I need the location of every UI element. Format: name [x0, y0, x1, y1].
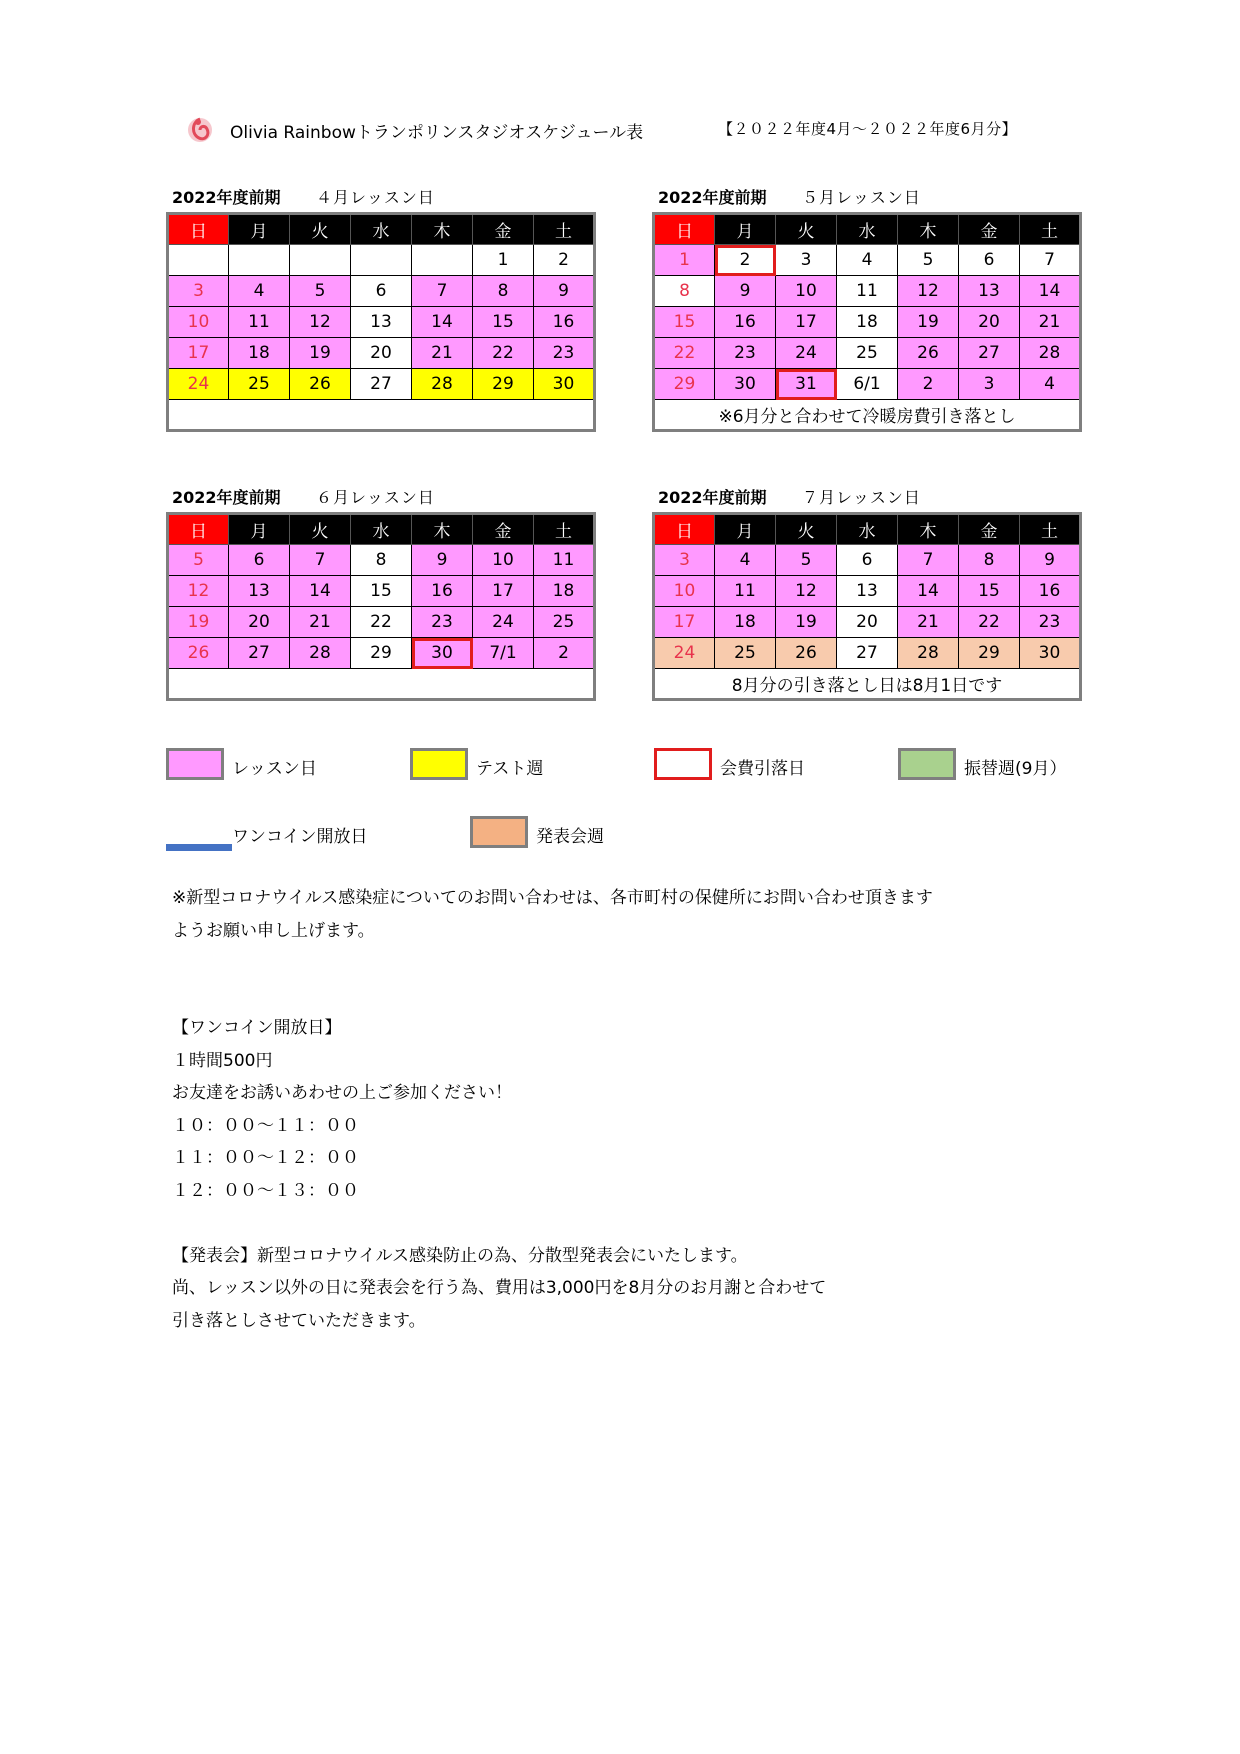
page-title: Olivia Rainbowトランポリンスタジオスケジュール表 — [230, 123, 644, 143]
calendar-day-cell: 13 — [351, 307, 412, 338]
calendar-day-cell — [290, 245, 351, 276]
calendar-week-row — [168, 245, 595, 276]
calendar-day-cell — [351, 245, 412, 276]
weekday-header: 土 — [534, 514, 595, 545]
calendar-day-cell: 18 — [837, 307, 898, 338]
recital-line-3: 引き落としさせていただきます。 — [172, 1310, 426, 1331]
calendar-day-cell: 20 — [959, 307, 1020, 338]
calendar-june — [166, 482, 596, 701]
calendar-day-cell: 9 — [1020, 545, 1081, 576]
weekday-header: 水 — [351, 214, 412, 245]
calendar-day-cell: 19 — [290, 338, 351, 369]
calendar-day-cell: 9 — [412, 545, 473, 576]
calendar-day-cell: 3 — [959, 369, 1020, 400]
calendar-day-cell: 8 — [473, 276, 534, 307]
weekday-header: 日 — [168, 214, 229, 245]
calendar-day-cell: 17 — [168, 338, 229, 369]
weekday-header: 水 — [837, 514, 898, 545]
weekday-header: 火 — [290, 214, 351, 245]
calendar-day-cell: 8 — [654, 276, 715, 307]
weekday-header: 日 — [654, 514, 715, 545]
calendar-day-cell: 16 — [412, 576, 473, 607]
notice-text — [172, 882, 1072, 1337]
calendar-day-cell: 29 — [959, 638, 1020, 669]
calendar-day-cell: 26 — [898, 338, 959, 369]
calendar-day-cell: 28 — [290, 638, 351, 669]
calendar-day-cell: 24 — [168, 369, 229, 400]
calendar-day-cell: 21 — [290, 607, 351, 638]
calendar-day-cell: 8 — [959, 545, 1020, 576]
calendar-year-label: 2022年度前期 — [658, 488, 767, 507]
calendar-day-cell: 25 — [837, 338, 898, 369]
calendar-week-row — [654, 607, 1081, 638]
weekday-header: 木 — [412, 214, 473, 245]
calendar-day-cell: 2 — [898, 369, 959, 400]
calendar-day-cell: 17 — [776, 307, 837, 338]
calendar-day-cell: 27 — [229, 638, 290, 669]
calendar-day-cell: 11 — [837, 276, 898, 307]
calendar-note — [168, 400, 595, 431]
calendar-day-cell: 7 — [290, 545, 351, 576]
calendar-week-row — [168, 276, 595, 307]
calendar-day-cell: 26 — [776, 638, 837, 669]
legend-fee-label: 会費引落日 — [720, 759, 805, 779]
calendar-day-cell: 10 — [654, 576, 715, 607]
weekday-header: 月 — [229, 214, 290, 245]
calendar-day-cell: 23 — [715, 338, 776, 369]
calendar-day-cell: 22 — [654, 338, 715, 369]
calendar-year-label: 2022年度前期 — [172, 188, 281, 207]
calendar-day-cell: 15 — [351, 576, 412, 607]
calendar-day-cell: 5 — [290, 276, 351, 307]
calendar-day-cell: 12 — [776, 576, 837, 607]
calendar-day-cell: 10 — [168, 307, 229, 338]
calendar-day-cell: 15 — [473, 307, 534, 338]
calendar-week-row — [654, 638, 1081, 669]
weekday-header: 月 — [229, 514, 290, 545]
calendar-note-row — [168, 669, 595, 700]
calendar-day-cell: 17 — [473, 576, 534, 607]
calendar-day-cell: 14 — [412, 307, 473, 338]
calendar-week-row — [168, 545, 595, 576]
calendar-day-cell: 16 — [1020, 576, 1081, 607]
calendar-day-cell: 6/1 — [837, 369, 898, 400]
one-coin-slot-1: １０：００～１１：００ — [172, 1115, 359, 1136]
calendar-month-label: ７月レッスン日 — [802, 488, 921, 507]
legend-test-label: テスト週 — [476, 759, 544, 779]
calendar-day-cell: 26 — [168, 638, 229, 669]
calendar-day-cell: 23 — [412, 607, 473, 638]
calendar-heading — [166, 182, 596, 212]
calendar-week-row — [654, 545, 1081, 576]
calendar-note-row — [654, 400, 1081, 431]
weekday-header: 土 — [1020, 514, 1081, 545]
calendar-note-row — [654, 669, 1081, 700]
weekday-header: 木 — [898, 514, 959, 545]
calendar-day-cell: 24 — [776, 338, 837, 369]
calendar-day-cell: 15 — [654, 307, 715, 338]
calendar-day-cell: 19 — [168, 607, 229, 638]
recital-line-1: 【発表会】新型コロナウイルス感染防止の為、分散型発表会にいたします。 — [172, 1245, 748, 1266]
calendar-day-cell: 24 — [473, 607, 534, 638]
calendar-day-cell: 4 — [1020, 369, 1081, 400]
weekday-header: 土 — [1020, 214, 1081, 245]
schedule-period: 【２０２２年度4月～２０２２年度6月分】 — [718, 120, 1018, 138]
fee-day-cell: 30 — [412, 638, 473, 669]
weekday-header-row — [654, 514, 1081, 545]
weekday-header: 木 — [898, 214, 959, 245]
calendar-heading — [652, 182, 1082, 212]
calendar-grid — [652, 512, 1082, 701]
calendar-day-cell: 9 — [715, 276, 776, 307]
weekday-header: 金 — [473, 514, 534, 545]
calendar-day-cell: 30 — [715, 369, 776, 400]
calendar-week-row — [654, 369, 1081, 400]
calendar-day-cell: 6 — [959, 245, 1020, 276]
weekday-header: 金 — [959, 514, 1020, 545]
calendar-day-cell: 5 — [776, 545, 837, 576]
weekday-header-row — [168, 214, 595, 245]
calendar-week-row — [654, 245, 1081, 276]
calendar-day-cell: 23 — [534, 338, 595, 369]
calendar-grid — [166, 212, 596, 432]
calendar-day-cell: 25 — [715, 638, 776, 669]
weekday-header: 火 — [776, 214, 837, 245]
calendar-day-cell: 26 — [290, 369, 351, 400]
calendar-day-cell: 22 — [959, 607, 1020, 638]
calendar-day-cell: 27 — [959, 338, 1020, 369]
calendar-day-cell: 9 — [534, 276, 595, 307]
calendar-month-label: ６月レッスン日 — [316, 488, 435, 507]
fee-day-cell: 2 — [715, 245, 776, 276]
weekday-header: 日 — [168, 514, 229, 545]
calendar-day-cell: 17 — [654, 607, 715, 638]
weekday-header: 月 — [715, 214, 776, 245]
calendar-day-cell: 23 — [1020, 607, 1081, 638]
calendar-week-row — [168, 638, 595, 669]
calendar-day-cell: 6 — [837, 545, 898, 576]
calendar-week-row — [654, 307, 1081, 338]
calendar-week-row — [168, 369, 595, 400]
calendar-day-cell: 18 — [534, 576, 595, 607]
weekday-header: 水 — [837, 214, 898, 245]
legend-one-coin-label: ワンコイン開放日 — [232, 827, 368, 847]
calendar-day-cell: 12 — [898, 276, 959, 307]
legend-lesson-swatch — [166, 748, 224, 780]
calendar-day-cell: 6 — [351, 276, 412, 307]
calendar-day-cell: 22 — [351, 607, 412, 638]
calendar-grid — [652, 212, 1082, 432]
one-coin-price: １時間500円 — [172, 1050, 273, 1071]
calendar-day-cell: 21 — [412, 338, 473, 369]
calendar-day-cell: 8 — [351, 545, 412, 576]
calendar-week-row — [654, 576, 1081, 607]
calendar-day-cell: 4 — [837, 245, 898, 276]
one-coin-slot-3: １２：００～１３：００ — [172, 1180, 359, 1201]
calendar-grid — [166, 512, 596, 701]
calendar-day-cell: 1 — [473, 245, 534, 276]
one-coin-slot-2: １１：００～１２：００ — [172, 1148, 359, 1168]
calendar-day-cell: 10 — [473, 545, 534, 576]
weekday-header: 木 — [412, 514, 473, 545]
calendar-month-label: ４月レッスン日 — [316, 188, 435, 207]
weekday-header: 月 — [715, 514, 776, 545]
legend-substitute-label: 振替週(9月） — [964, 759, 1067, 779]
legend-row-2 — [166, 816, 1086, 852]
calendar-day-cell: 28 — [1020, 338, 1081, 369]
page-header — [186, 112, 1066, 146]
legend-substitute-swatch — [898, 748, 956, 780]
legend-recital-swatch — [470, 816, 528, 848]
calendar-day-cell: 11 — [534, 545, 595, 576]
calendar-day-cell: 3 — [776, 245, 837, 276]
calendar-day-cell: 29 — [654, 369, 715, 400]
calendar-day-cell: 19 — [776, 607, 837, 638]
calendar-day-cell: 18 — [715, 607, 776, 638]
legend-one-coin-line — [166, 844, 232, 851]
calendar-day-cell: 22 — [473, 338, 534, 369]
calendar-day-cell: 16 — [534, 307, 595, 338]
weekday-header: 土 — [534, 214, 595, 245]
calendar-day-cell: 21 — [1020, 307, 1081, 338]
calendar-day-cell: 13 — [959, 276, 1020, 307]
recital-line-2: 尚、レッスン以外の日に発表会を行う為、費用は3,000円を8月分のお月謝と合わせて — [172, 1278, 827, 1298]
calendar-day-cell: 4 — [715, 545, 776, 576]
notice-line-2: ようお願い申し上げます。 — [172, 920, 375, 941]
calendar-day-cell: 19 — [898, 307, 959, 338]
calendar-year-label: 2022年度前期 — [172, 488, 281, 507]
calendar-day-cell: 3 — [654, 545, 715, 576]
calendar-heading — [166, 482, 596, 512]
calendar-day-cell: 28 — [898, 638, 959, 669]
calendar-day-cell: 27 — [837, 638, 898, 669]
weekday-header: 金 — [959, 214, 1020, 245]
legend-lesson-label: レッスン日 — [232, 759, 317, 779]
calendar-july — [652, 482, 1082, 701]
legend-test-swatch — [410, 748, 468, 780]
calendar-day-cell: 13 — [837, 576, 898, 607]
calendar-day-cell: 1 — [654, 245, 715, 276]
calendar-day-cell: 12 — [290, 307, 351, 338]
calendar-day-cell: 30 — [1020, 638, 1081, 669]
calendar-day-cell: 28 — [412, 369, 473, 400]
calendar-day-cell: 2 — [534, 245, 595, 276]
calendar-week-row — [168, 607, 595, 638]
calendar-day-cell: 20 — [229, 607, 290, 638]
calendar-day-cell: 29 — [351, 638, 412, 669]
calendar-note: 8月分の引き落とし日は8月1日です — [654, 669, 1081, 700]
calendar-day-cell: 25 — [229, 369, 290, 400]
calendar-day-cell: 15 — [959, 576, 1020, 607]
calendar-year-label: 2022年度前期 — [658, 188, 767, 207]
calendar-day-cell: 24 — [654, 638, 715, 669]
calendar-week-row — [654, 276, 1081, 307]
calendar-day-cell: 13 — [229, 576, 290, 607]
calendar-day-cell: 29 — [473, 369, 534, 400]
calendar-week-row — [168, 338, 595, 369]
notice-line-1: ※新型コロナウイルス感染症についてのお問い合わせは、各市町村の保健所にお問い合わせ頂きます — [172, 888, 933, 908]
calendar-day-cell: 18 — [229, 338, 290, 369]
calendar-day-cell — [412, 245, 473, 276]
weekday-header: 火 — [776, 514, 837, 545]
one-coin-heading: 【ワンコイン開放日】 — [172, 1018, 342, 1038]
calendar-note-row — [168, 400, 595, 431]
calendar-day-cell: 10 — [776, 276, 837, 307]
calendar-day-cell: 7 — [898, 545, 959, 576]
calendar-week-row — [168, 307, 595, 338]
calendar-day-cell: 6 — [229, 545, 290, 576]
calendar-day-cell: 7/1 — [473, 638, 534, 669]
calendar-day-cell: 5 — [168, 545, 229, 576]
weekday-header: 日 — [654, 214, 715, 245]
calendar-day-cell — [168, 245, 229, 276]
legend-fee-swatch — [654, 748, 712, 780]
calendar-day-cell: 7 — [412, 276, 473, 307]
olivia-rainbow-logo-icon — [186, 116, 214, 144]
calendar-day-cell: 4 — [229, 276, 290, 307]
calendar-april — [166, 182, 596, 432]
calendar-day-cell: 3 — [168, 276, 229, 307]
calendar-note — [168, 669, 595, 700]
calendar-day-cell: 20 — [837, 607, 898, 638]
calendar-day-cell: 25 — [534, 607, 595, 638]
calendar-week-row — [168, 576, 595, 607]
calendar-day-cell: 14 — [898, 576, 959, 607]
weekday-header-row — [168, 514, 595, 545]
calendar-day-cell: 14 — [1020, 276, 1081, 307]
calendar-heading — [652, 482, 1082, 512]
calendar-day-cell: 11 — [715, 576, 776, 607]
weekday-header-row — [654, 214, 1081, 245]
calendar-day-cell: 12 — [168, 576, 229, 607]
calendar-may — [652, 182, 1082, 432]
calendar-day-cell: 7 — [1020, 245, 1081, 276]
weekday-header: 水 — [351, 514, 412, 545]
fee-day-cell: 31 — [776, 369, 837, 400]
calendar-day-cell: 14 — [290, 576, 351, 607]
calendar-day-cell: 20 — [351, 338, 412, 369]
legend-row-1 — [166, 748, 1086, 784]
calendar-day-cell: 21 — [898, 607, 959, 638]
calendar-day-cell: 30 — [534, 369, 595, 400]
legend-recital-label: 発表会週 — [536, 827, 604, 847]
calendar-day-cell — [229, 245, 290, 276]
calendar-week-row — [654, 338, 1081, 369]
calendar-day-cell: 27 — [351, 369, 412, 400]
one-coin-invite: お友達をお誘いあわせの上ご参加ください！ — [172, 1083, 512, 1103]
calendar-day-cell: 5 — [898, 245, 959, 276]
weekday-header: 火 — [290, 514, 351, 545]
calendar-day-cell: 2 — [534, 638, 595, 669]
weekday-header: 金 — [473, 214, 534, 245]
calendar-month-label: ５月レッスン日 — [802, 188, 921, 207]
calendar-note: ※6月分と合わせて冷暖房費引き落とし — [654, 400, 1081, 431]
calendar-day-cell: 16 — [715, 307, 776, 338]
calendar-day-cell: 11 — [229, 307, 290, 338]
